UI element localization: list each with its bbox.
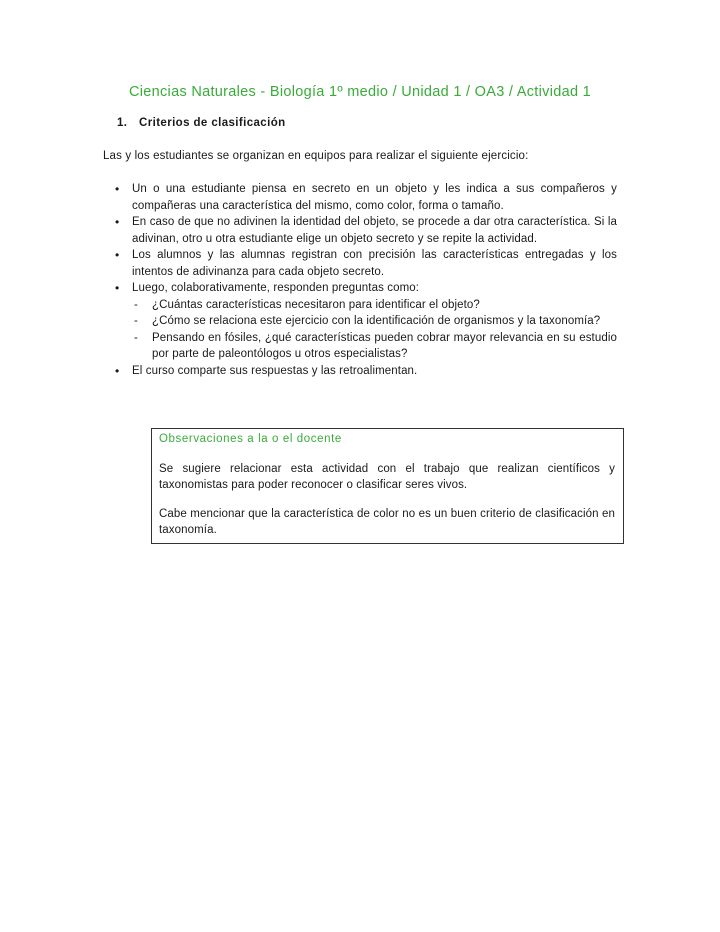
list-item: • Los alumnos y las alumnas registran con precisión las características entregadas y los intentos de adivinanza para cada objeto secreto. (115, 247, 617, 280)
section-number: 1. (117, 117, 128, 129)
activity-steps-list (115, 181, 617, 379)
observation-paragraph: Se sugiere relacionar esta actividad con el trabajo que realizan científicos y taxonomistas para poder reconocer o clasificar seres vivos. (159, 462, 615, 491)
list-item: • El curso comparte sus respuestas y las retroalimentan. (115, 363, 617, 380)
list-item-with-questions (115, 280, 617, 363)
questions-list (132, 297, 617, 363)
teacher-observations-box (151, 428, 624, 544)
observations-title: Observaciones a la o el docente (159, 433, 342, 445)
page-header: Ciencias Naturales - Biología 1º medio / Unidad 1 / OA3 / Actividad 1 (128, 84, 592, 100)
question-item: - ¿Cómo se relaciona este ejercicio con la identificación de organismos y la taxonomía? (132, 313, 617, 330)
list-item: • Un o una estudiante piensa en secreto en un objeto y les indica a sus compañeros y compañeras una característica del mismo, como color, forma o tamaño. (115, 181, 617, 214)
intro-paragraph: Las y los estudiantes se organizan en equipos para realizar el siguiente ejercicio: (103, 150, 529, 162)
question-item: - Pensando en fósiles, ¿qué características pueden cobrar mayor relevancia en su estudio por parte de paleontólogos u otros especialistas? (132, 330, 617, 363)
list-item: • En caso de que no adivinen la identidad del objeto, se procede a dar otra característica. Si la adivinan, otro u otra estudiante elige un objeto secreto y se repite la actividad. (115, 214, 617, 247)
section-title-text: Criterios de clasificación (139, 117, 286, 129)
observation-paragraph: Cabe mencionar que la característica de color no es un buen criterio de clasificación en taxonomía. (159, 507, 615, 536)
section-title (117, 117, 286, 129)
list-item-text: Luego, colaborativamente, responden preguntas como: (132, 282, 420, 294)
question-item: - ¿Cuántas características necesitaron para identificar el objeto? (132, 297, 617, 314)
